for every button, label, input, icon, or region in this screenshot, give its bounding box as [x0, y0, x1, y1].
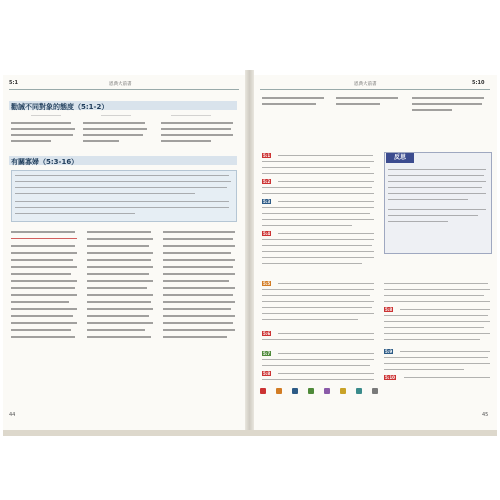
note-line [384, 333, 490, 334]
note-line [15, 181, 231, 182]
note-tag: 5:7 [263, 351, 271, 356]
note-line [262, 251, 374, 252]
text-line [262, 103, 316, 105]
text-line [163, 231, 235, 233]
sidebar-line [388, 215, 478, 216]
text-line [163, 301, 235, 303]
note-line [262, 161, 374, 162]
note-line [262, 359, 374, 360]
note-line [262, 339, 374, 340]
note-line [262, 257, 374, 258]
legend-icon-gold [340, 388, 346, 394]
note-line [262, 187, 372, 188]
note-line [384, 327, 484, 328]
text-line [161, 122, 233, 124]
note-line [262, 173, 374, 174]
text-line [11, 287, 75, 289]
text-line [412, 109, 452, 111]
note-line [278, 233, 374, 234]
sidebar-line [388, 199, 468, 200]
text-line [87, 287, 147, 289]
text-line [163, 308, 231, 310]
sidebar-line [388, 193, 486, 194]
right-running-head: 恩典大前書 [354, 82, 377, 87]
text-line [412, 103, 482, 105]
note-line [15, 213, 135, 214]
note-line [262, 239, 374, 240]
text-line [163, 259, 235, 261]
legend-icon-blue [292, 388, 298, 394]
col-head-2 [101, 115, 131, 116]
note-line [262, 365, 370, 366]
text-line [163, 266, 233, 268]
text-line [161, 134, 233, 136]
section1-title: 勸誡不同對象的態度（5:1-2） [11, 103, 109, 111]
text-line [11, 266, 77, 268]
section2-title: 有關寡婦（5:3-16） [11, 158, 79, 166]
note-line [384, 315, 488, 316]
sidebar-line [388, 181, 486, 182]
sidebar-line [388, 209, 486, 210]
text-line [163, 245, 235, 247]
text-line [262, 97, 324, 99]
note-tag: 5:3 [263, 199, 271, 204]
note-line [278, 333, 374, 334]
text-line [163, 238, 233, 240]
text-line [83, 140, 119, 142]
text-line [11, 128, 75, 130]
note-line [262, 295, 370, 296]
text-line [11, 134, 73, 136]
note-line [262, 319, 358, 320]
left-chapter-ref: 5:1 [9, 80, 18, 86]
text-line [87, 238, 153, 240]
note-tag: 5:10 [385, 375, 395, 380]
note-tag: 5:8 [385, 307, 393, 312]
note-line [278, 353, 374, 354]
note-line [262, 225, 352, 226]
left-page-number: 44 [9, 412, 16, 418]
note-line [262, 301, 374, 302]
note-line [15, 187, 227, 188]
text-line [163, 294, 233, 296]
text-line [83, 122, 145, 124]
text-line [87, 294, 153, 296]
note-line [262, 245, 372, 246]
note-line [384, 283, 488, 284]
note-line [262, 313, 374, 314]
note-line [262, 213, 370, 214]
text-line [87, 259, 151, 261]
right-page [254, 75, 497, 430]
note-line [400, 351, 490, 352]
note-line [384, 289, 490, 290]
text-line [83, 128, 147, 130]
text-line [87, 301, 151, 303]
text-line [87, 322, 153, 324]
text-line [87, 308, 153, 310]
text-line [163, 252, 231, 254]
note-line [262, 307, 372, 308]
legend-icon-orange [276, 388, 282, 394]
page-bottom-edge [3, 430, 497, 436]
text-line [87, 266, 153, 268]
note-line [15, 193, 195, 194]
note-line [384, 369, 464, 370]
text-line [163, 322, 233, 324]
note-line [15, 201, 229, 202]
note-line [404, 377, 490, 378]
highlight-line [11, 238, 77, 239]
note-line [262, 289, 374, 290]
note-tag: 5:1 [263, 153, 271, 158]
note-line [262, 167, 370, 168]
note-line [262, 207, 374, 208]
note-line [384, 339, 480, 340]
text-line [11, 122, 71, 124]
note-tag: 5:8 [263, 371, 271, 376]
text-line [163, 273, 235, 275]
legend-icon-purple [324, 388, 330, 394]
sidebar-line [388, 187, 482, 188]
book-gutter [245, 70, 254, 435]
text-line [163, 280, 229, 282]
reflection-sidebar-title: 反思 [386, 153, 414, 163]
text-line [11, 315, 73, 317]
text-line [11, 140, 51, 142]
text-line [163, 336, 227, 338]
text-line [11, 252, 77, 254]
note-line [384, 321, 490, 322]
legend-icon-gray [372, 388, 378, 394]
left-running-head: 恩典大前書 [109, 82, 132, 87]
text-line [83, 134, 143, 136]
legend-icon-red [260, 388, 266, 394]
text-line [11, 280, 77, 282]
note-line [15, 175, 229, 176]
col-head-3 [171, 115, 211, 116]
note-tag: 5:2 [263, 179, 271, 184]
text-line [87, 315, 149, 317]
text-line [11, 301, 69, 303]
text-line [163, 315, 235, 317]
note-tag: 5:6 [263, 331, 271, 336]
legend-icon-teal [356, 388, 362, 394]
note-line [384, 363, 490, 364]
note-line [262, 379, 374, 380]
note-line [384, 301, 490, 302]
text-line [87, 280, 153, 282]
text-line [87, 336, 151, 338]
note-line [278, 283, 374, 284]
text-line [336, 97, 398, 99]
text-line [87, 252, 153, 254]
note-line [262, 263, 362, 264]
text-line [161, 140, 211, 142]
note-tag: 5:5 [263, 281, 271, 286]
text-line [11, 308, 77, 310]
note-line [278, 155, 373, 156]
note-line [384, 357, 488, 358]
text-line [163, 287, 235, 289]
sidebar-line [388, 221, 448, 222]
text-line [11, 259, 73, 261]
note-line [262, 219, 374, 220]
text-line [336, 103, 380, 105]
note-line [278, 201, 374, 202]
note-line [384, 295, 484, 296]
left-header-rule [9, 89, 239, 90]
legend-icon-green [308, 388, 314, 394]
note-line [262, 193, 374, 194]
legend-icon-row [254, 387, 497, 396]
text-line [412, 97, 484, 99]
sidebar-line [388, 175, 484, 176]
col-head-1 [31, 115, 61, 116]
text-line [87, 231, 151, 233]
text-line [11, 322, 77, 324]
text-line [161, 128, 231, 130]
note-tag: 5:9 [385, 349, 393, 354]
text-line [11, 245, 75, 247]
right-chapter-ref: 5:10 [472, 80, 485, 86]
note-line [15, 207, 229, 208]
text-line [87, 245, 149, 247]
text-line [11, 336, 75, 338]
note-line [400, 309, 490, 310]
text-line [87, 329, 145, 331]
text-line [87, 273, 149, 275]
right-header-rule [260, 89, 490, 90]
sidebar-line [388, 169, 486, 170]
text-line [11, 231, 75, 233]
right-page-number: 45 [482, 412, 489, 418]
note-line [278, 181, 374, 182]
note-line [278, 373, 374, 374]
text-line [11, 273, 71, 275]
text-line [163, 329, 235, 331]
text-line [11, 329, 71, 331]
left-page [3, 75, 245, 430]
note-tag: 5:4 [263, 231, 271, 236]
reflection-sidebar [384, 152, 492, 254]
text-line [11, 294, 77, 296]
